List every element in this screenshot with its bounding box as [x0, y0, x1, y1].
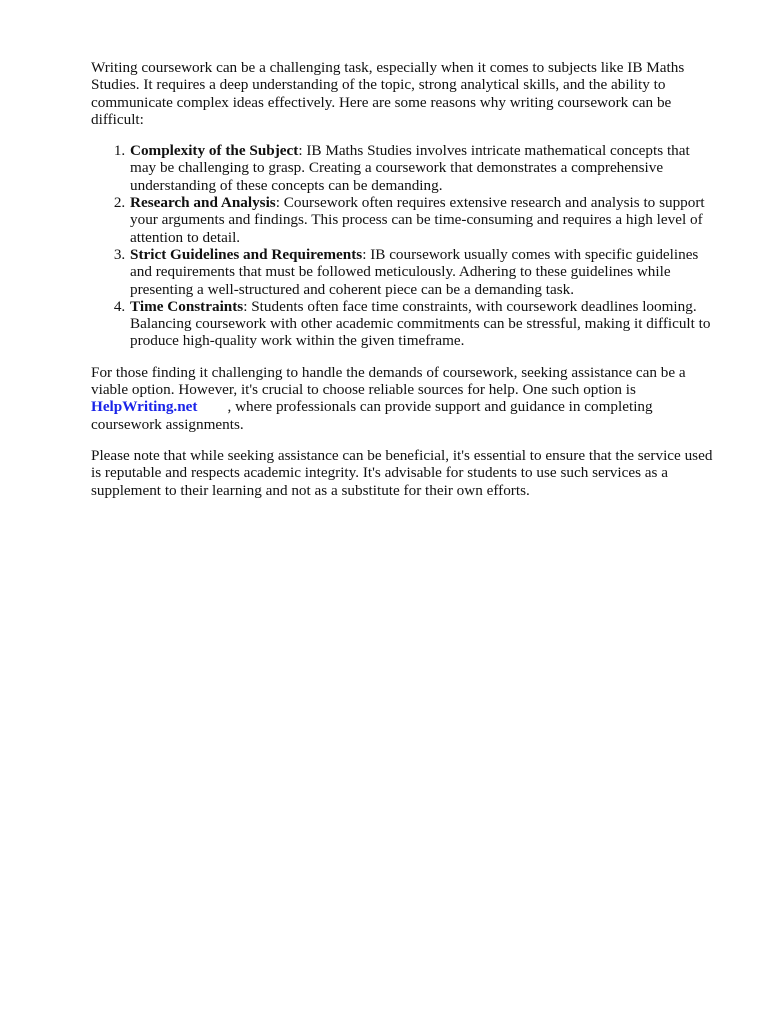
reason-text: : IB Maths Studies involves intricate mathematical concepts that may be challenging to grasp. Creating a coursework that demonstrates a comprehensive understanding of these concepts can be demanding.: [130, 142, 690, 194]
helpwriting-link[interactable]: HelpWriting.net: [91, 398, 198, 416]
intro-paragraph: Writing coursework can be a challenging task, especially when it comes to subjects like IB Maths Studies. It requires a deep understanding of the topic, strong analytical skills, and the ability to communicate complex ideas effectively. Here are some reasons why writing coursework can be difficult:: [91, 59, 685, 128]
reason-title: Research and Analysis: [130, 194, 276, 212]
reason-title: Complexity of the Subject: [130, 142, 299, 160]
reason-title: Strict Guidelines and Requirements: [130, 245, 363, 263]
list-item: [129, 298, 719, 350]
list-item: [129, 246, 719, 298]
list-item: [129, 194, 719, 246]
document-body: [91, 59, 719, 513]
list-item: [129, 142, 719, 194]
reason-title: Time Constraints: [130, 297, 244, 315]
note-paragraph: Please note that while seeking assistance can be beneficial, it's essential to ensure that the service used is reputable and respects academic integrity. It's advisable for students to use such services as a supplement to their learning and not as a substitute for their own efforts.: [91, 446, 713, 499]
reasons-list: [91, 142, 719, 350]
reason-text: : Coursework often requires extensive research and analysis to support your arguments and findings. This process can be time-consuming and requires a high level of attention to detail.: [130, 194, 705, 246]
help-text-before: For those finding it challenging to handle the demands of coursework, seeking assistance can be a viable option. However, it's crucial to choose reliable sources for help. One such option is: [91, 363, 686, 399]
reason-text: : Students often face time constraints, with coursework deadlines looming. Balancing coursework with other academic commitments can be stressful, making it difficult to produce high-quality work within the given timeframe.: [130, 297, 711, 350]
reason-text: : IB coursework usually comes with specific guidelines and requirements that must be followed meticulously. Adhering to these guidelines while presenting a well-structured and coherent piece can be a demanding task.: [130, 245, 699, 298]
help-text-after: , where professionals can provide support and guidance in completing coursework assignments.: [91, 398, 653, 433]
help-paragraph: [91, 364, 719, 433]
